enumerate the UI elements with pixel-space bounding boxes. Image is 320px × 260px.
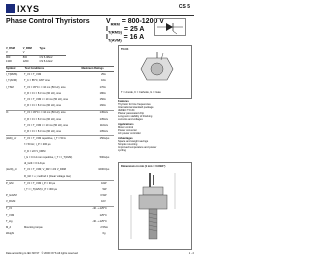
row-symbol: P_GAVM xyxy=(6,194,17,198)
row-unit: V/µs xyxy=(104,168,110,172)
row-value: 2.5 xyxy=(100,226,104,230)
row-symbol: I²t xyxy=(6,111,9,115)
row-unit: A/µs xyxy=(104,136,110,140)
row-symbol: (di/dt)_cr xyxy=(6,136,17,140)
row-unit: W xyxy=(104,187,107,191)
row-symbol: I_T(RMS) xyxy=(6,73,18,76)
row-value: 10 xyxy=(101,200,104,204)
row-unit: V xyxy=(104,200,106,204)
row-unit: A²s xyxy=(104,111,108,115)
row-unit: W xyxy=(104,181,107,185)
row-condition: di_G/dt = 0.3 A/µs xyxy=(24,162,45,166)
applications-list xyxy=(118,126,194,135)
package-legend: T = Anode, K = Cathode, G = Gate xyxy=(121,91,161,94)
list-item: Space and weight savings xyxy=(118,140,149,143)
row-condition: f = 50 Hz, t_P = 200 µs xyxy=(24,143,51,147)
list-item: Thyristor for line frequencies xyxy=(118,103,151,106)
list-item: Planar passivated chip xyxy=(118,112,145,115)
package-icon xyxy=(137,52,177,86)
row-condition: T_VJ = T_VJM t = 10 ms (50 Hz), sine xyxy=(24,98,69,102)
row-value: 125 xyxy=(99,213,104,217)
list-item: Improved temperature and power xyxy=(118,146,157,149)
row-unit: A²s xyxy=(104,123,108,127)
row-symbol: V_RGM xyxy=(6,200,16,204)
row-value: 150 xyxy=(99,98,104,102)
table-row xyxy=(6,174,114,180)
type-table-units: V V xyxy=(6,51,25,54)
row-value: 105 xyxy=(99,130,104,134)
row-condition: T_VJ = 45°C t = 10 ms (50 Hz), sine xyxy=(24,85,66,89)
row-symbol: T_stg xyxy=(6,219,13,223)
row-value: 500 xyxy=(99,155,104,159)
list-item: Power converter xyxy=(118,129,137,132)
row-value: 135 xyxy=(99,117,104,121)
main-table-header: Symbol Test Conditions Maximum Ratings xyxy=(6,67,104,70)
row-unit: A xyxy=(104,85,106,89)
row-condition: T_VJ = 45°C t = 10 ms (50 Hz), sine xyxy=(24,111,66,115)
row-symbol: (dv/dt)_cr xyxy=(6,168,17,172)
table-row xyxy=(6,129,114,135)
applications-title: Applications xyxy=(118,123,134,126)
row-symbol: Weight xyxy=(6,232,15,236)
row-condition: I_G = 0.3 A non repetitive, I_T = I_T(AVM) xyxy=(24,155,73,159)
row-unit: A/µs xyxy=(104,155,110,159)
row-unit: A²s xyxy=(104,130,108,134)
type-table-header: V_RSM V_RRM Type xyxy=(6,47,46,50)
row-value: 16 xyxy=(101,79,104,83)
row-condition: T_VJ = T_VJM t = 10 ms (50 Hz), sine xyxy=(24,123,69,127)
row-symbol: M_d xyxy=(6,226,12,230)
row-unit: W xyxy=(104,194,107,198)
page-number: 1 - 2 xyxy=(188,252,194,255)
row-unit: A xyxy=(104,79,106,83)
row-unit: °C xyxy=(104,219,107,223)
row-value: 1000 xyxy=(98,168,104,172)
row-symbol: T_VJM xyxy=(6,213,15,217)
row-unit: °C xyxy=(104,207,107,211)
row-condition: Mounting torque xyxy=(24,226,43,230)
table-row xyxy=(6,103,114,109)
row-value: -40...+125 xyxy=(92,207,104,211)
row-condition: T_C = 85°C; 180° sine xyxy=(24,79,50,83)
table-row: 1300 1200 CS 5-12io2 xyxy=(6,60,53,63)
ixys-logo xyxy=(6,4,46,14)
row-symbol: I_T(AVM) xyxy=(6,79,17,83)
part-number: CS 5 xyxy=(178,4,190,10)
footer-copyright: © 2000 IXYS All rights reserved xyxy=(41,252,78,255)
list-item: Long-term stability of blocking xyxy=(118,115,153,118)
row-symbol: I_TSM xyxy=(6,85,14,89)
row-condition: V_R = 0 t = 8.3 ms (60 Hz), sine xyxy=(24,130,62,134)
row-condition: V_D = 2/3 V_DRM xyxy=(24,149,46,153)
table-row: 900 800 CS 5-08io2 xyxy=(6,56,53,59)
list-item: International standard package xyxy=(118,106,154,109)
dimensions-title: Dimensions in mm (1 mm = 0.0394") xyxy=(121,165,166,168)
rating-vrrm: $V_{RRM} = 800-1200$ V xyxy=(106,18,164,27)
row-condition: V_R = 0 t = 8.3 ms (60 Hz), sine xyxy=(24,104,62,108)
list-item: cycling xyxy=(118,149,126,152)
row-value: -40...+125 xyxy=(92,219,104,223)
advantages-title: Advantages xyxy=(118,137,133,140)
row-condition: I_T = I_T(AVM) t_P = 300 µs xyxy=(24,187,57,191)
row-value: 110 xyxy=(99,123,104,127)
table-row xyxy=(6,199,114,205)
footer-note: Data according to IEC 60747 xyxy=(6,252,40,255)
row-unit: A xyxy=(104,104,106,108)
features-title: Features xyxy=(118,100,129,103)
rating-itrms: $I_{T(RMS)} = 25$ A xyxy=(106,26,145,35)
outline-drawing-icon xyxy=(123,171,187,247)
row-value: 150 xyxy=(99,136,104,140)
row-unit: A xyxy=(104,91,106,95)
row-value: 6 xyxy=(102,232,104,236)
row-condition: T_VJ = T_VJM; V_DR = 2/3 V_DRM xyxy=(24,168,66,172)
features-list xyxy=(118,103,194,121)
row-unit: A xyxy=(104,73,106,76)
list-item: currents and voltages xyxy=(118,118,143,121)
advantages-list xyxy=(118,140,194,152)
package-drawing xyxy=(118,45,192,99)
row-value: 160 xyxy=(99,104,104,108)
row-unit: A xyxy=(104,98,106,102)
features-block xyxy=(118,100,194,152)
row-symbol: P_GM xyxy=(6,181,14,185)
thyristor-symbol-icon xyxy=(154,18,186,36)
row-value: 0.5 xyxy=(100,194,104,198)
row-condition: T_VJ = T_VJM repetitive, I_T = 50 A xyxy=(24,136,66,140)
row-condition: R_GK = ∞; method 1 (linear voltage rise) xyxy=(24,174,71,178)
list-item: Motor control xyxy=(118,126,134,129)
row-value: 170 xyxy=(99,85,104,89)
row-value: 25 xyxy=(101,73,104,76)
row-value: 10 xyxy=(101,181,104,185)
header-rule xyxy=(6,15,194,16)
row-condition: V_R = 0 t = 8.3 ms (60 Hz), sine xyxy=(24,91,62,95)
row-unit: Nm xyxy=(104,226,109,230)
row-unit: g xyxy=(104,232,106,236)
table-row xyxy=(6,231,114,237)
row-condition: T_VJ = T_VJM t_P = 30 µs xyxy=(24,181,56,185)
logo-text: IXYS xyxy=(17,4,40,14)
logo-mark xyxy=(6,4,15,13)
dimensions-drawing xyxy=(118,162,192,250)
page-title: Phase Control Thyristors xyxy=(6,18,90,25)
footer xyxy=(6,252,78,255)
row-value: 5 xyxy=(102,187,104,191)
row-symbol: T_VJ xyxy=(6,207,13,211)
list-item: AC power controller xyxy=(118,132,141,135)
row-value: 145 xyxy=(99,111,104,115)
row-condition: V_R = 0 t = 8.3 ms (60 Hz), sine xyxy=(24,117,62,121)
row-unit: A²s xyxy=(104,117,108,121)
main-table-body xyxy=(6,72,114,238)
row-value: 180 xyxy=(99,91,104,95)
package-label: TO-64 xyxy=(121,48,129,51)
row-unit: °C xyxy=(104,213,107,217)
row-condition: T_VJ = T_VJM xyxy=(24,73,42,76)
list-item: Simple mounting xyxy=(118,143,138,146)
list-item: JEDEC TO-64 xyxy=(118,109,135,112)
rating-itavm: $I_{T(AVM)} = 16$ A xyxy=(106,34,145,43)
